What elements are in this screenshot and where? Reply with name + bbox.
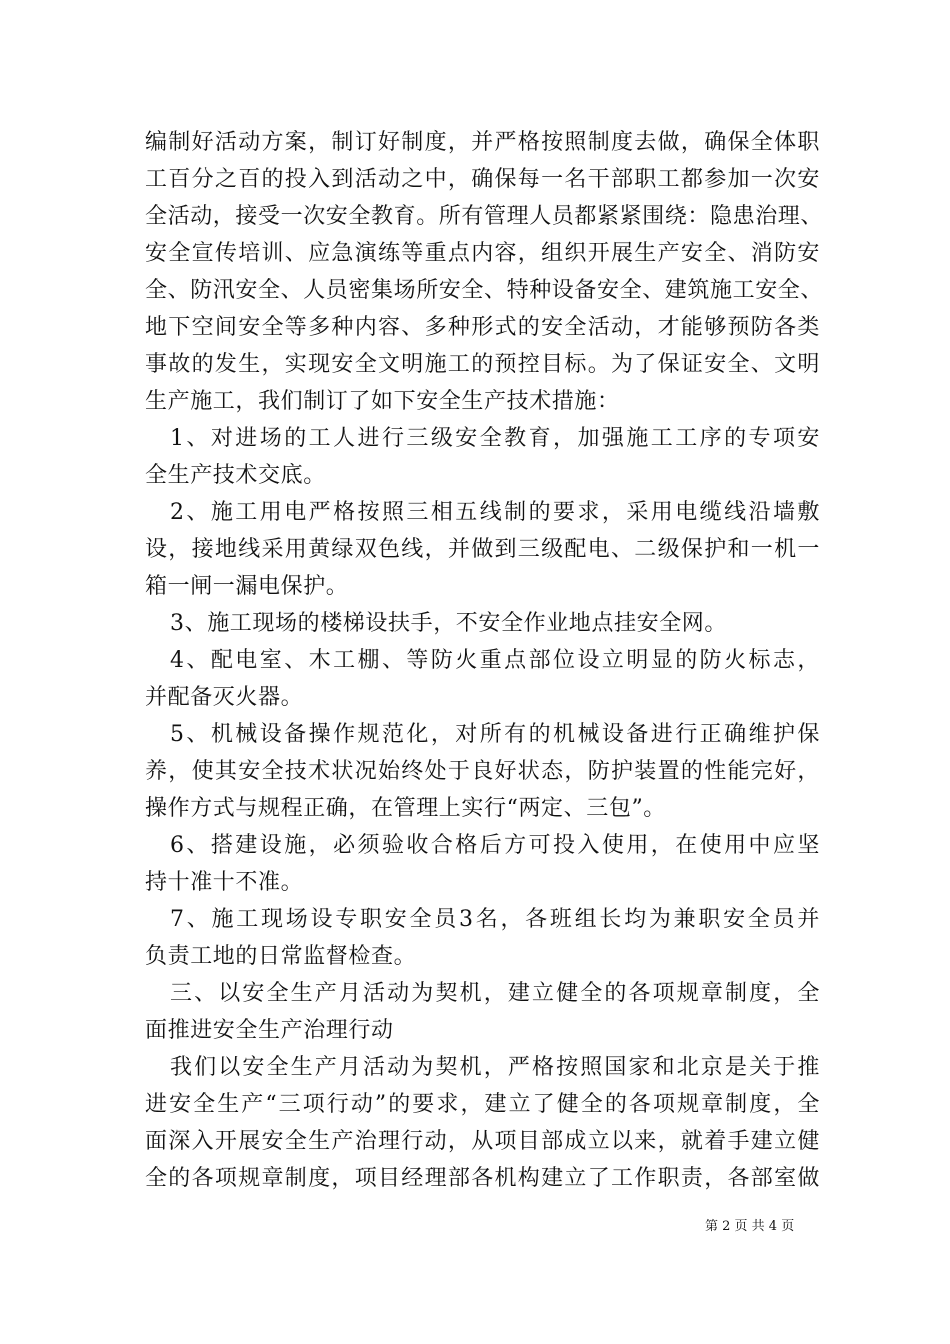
list-item-5: 5、机械设备操作规范化，对所有的机械设备进行正确维护保 [170,722,820,747]
list-item-3: 3、施工现场的楼梯设扶手，不安全作业地点挂安全网。 [170,611,727,636]
body-line: 持十准十不准。 [145,870,304,895]
body-line: 生产施工，我们制订了如下安全生产技术措施： [145,389,620,414]
body-line: 设，接地线采用黄绿双色线，并做到三级配电、二级保护和一机一 [145,537,820,562]
list-item-6: 6、搭建设施，必须验收合格后方可投入使用，在使用中应坚 [170,833,820,858]
body-line: 事故的发生，实现安全文明施工的预控目标。为了保证安全、文明 [145,352,820,377]
body-line: 箱一闸一漏电保护。 [145,574,349,599]
body-line: 全生产技术交底。 [145,463,326,488]
list-item-2: 2、施工用电严格按照三相五线制的要求，采用电缆线沿墙敷 [170,500,820,525]
page-number: 第 2 页 共 4 页 [705,1219,795,1234]
body-line: 编制好活动方案，制订好制度，并严格按照制度去做，确保全体职 [145,130,820,155]
body-line: 安全宣传培训、应急演练等重点内容，组织开展生产安全、消防安 [145,241,820,266]
list-item-1: 1、对进场的工人进行三级安全教育，加强施工工序的专项安 [170,426,820,451]
body-line: 全的各项规章制度，项目经理部各机构建立了工作职责，各部室做 [145,1166,820,1191]
body-line: 我们以安全生产月活动为契机，严格按照国家和北京是关于推 [170,1055,820,1080]
section-heading: 面推进安全生产治理行动 [145,1018,394,1043]
body-line: 进安全生产“三项行动”的要求，建立了健全的各项规章制度，全 [145,1092,820,1117]
list-item-7: 7、施工现场设专职安全员3名，各班组长均为兼职安全员并 [170,907,820,932]
body-line: 全活动，接受一次安全教育。所有管理人员都紧紧围绕：隐患治理、 [145,204,824,229]
body-line: 面深入开展安全生产治理行动，从项目部成立以来，就着手建立健 [145,1129,820,1154]
body-line: 全、防汛安全、人员密集场所安全、特种设备安全、建筑施工安全、 [145,278,824,303]
body-line: 操作方式与规程正确，在管理上实行“两定、三包”。 [145,796,666,821]
body-line: 并配备灭火器。 [145,685,304,710]
body-line: 负责工地的日常监督检查。 [145,944,417,969]
list-item-4: 4、配电室、木工棚、等防火重点部位设立明显的防火标志， [170,648,820,673]
body-line: 工百分之百的投入到活动之中，确保每一名干部职工都参加一次安 [145,167,820,192]
body-line: 地下空间安全等多种内容、多种形式的安全活动，才能够预防各类 [145,315,820,340]
body-line: 养，使其安全技术状况始终处于良好状态，防护装置的性能完好， [145,759,820,784]
section-heading: 三、以安全生产月活动为契机，建立健全的各项规章制度，全 [170,981,820,1006]
